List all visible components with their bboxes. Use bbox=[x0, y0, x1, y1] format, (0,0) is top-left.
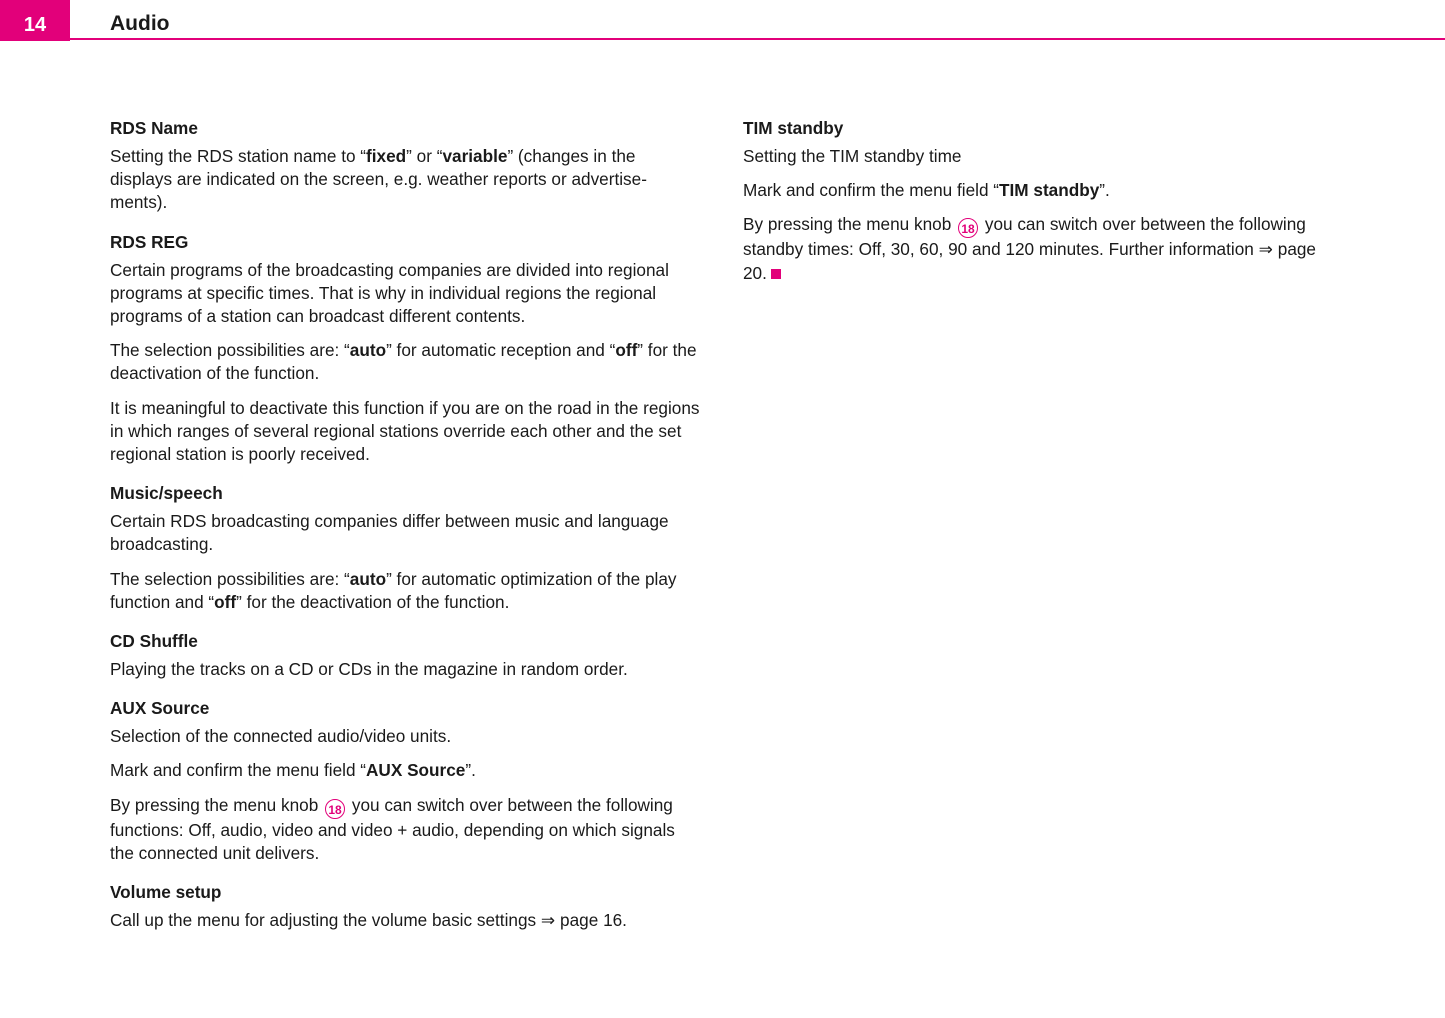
paragraph: It is meaningful to deactivate this function if you are on the road in the regions in which ranges of several regional stations override each other and the set regional station is poorly received. bbox=[110, 397, 700, 465]
heading-music-speech: Music/speech bbox=[110, 483, 223, 504]
end-of-section-icon bbox=[771, 269, 781, 279]
heading-cd-shuffle: CD Shuffle bbox=[110, 631, 198, 652]
paragraph: Setting the TIM standby time bbox=[743, 146, 962, 166]
header-rule bbox=[70, 38, 1445, 40]
heading-rds-reg: RDS REG bbox=[110, 231, 189, 252]
paragraph: Certain RDS broadcasting companies differ between music and language broadcasting. bbox=[110, 511, 669, 555]
section-title: Audio bbox=[110, 12, 170, 35]
menu-knob-icon: 18 bbox=[325, 799, 345, 819]
paragraph: The selection possibilities are: “auto” for automatic optimization of the play function and “off” for the deactivation of the function. bbox=[110, 568, 677, 612]
paragraph: Playing the tracks on a CD or CDs in the magazine in random order. bbox=[110, 659, 628, 680]
left-column bbox=[110, 117, 700, 943]
heading-tim-standby: TIM standby bbox=[743, 118, 844, 138]
heading-volume-setup: Volume setup bbox=[110, 882, 222, 903]
paragraph: Call up the menu for adjusting the volume basic settings ⇒ page 16. bbox=[110, 910, 627, 931]
paragraph: Mark and confirm the menu field “AUX Source”. bbox=[110, 760, 476, 781]
page-header bbox=[0, 0, 1445, 41]
paragraph: Selection of the connected audio/video units. bbox=[110, 726, 452, 747]
heading-rds-name: RDS Name bbox=[110, 118, 198, 138]
paragraph: By pressing the menu knob 18 you can switch over between the following functions: Off, audio, video and video + audio, depending on which signals the connected unit delivers. bbox=[110, 794, 675, 863]
paragraph: Setting the RDS station name to “fixed” or “variable” (changes in the displays are indicated on the screen, e.g. weather reports or advertise-ments). bbox=[110, 146, 647, 213]
menu-knob-icon: 18 bbox=[958, 218, 978, 238]
right-column bbox=[743, 117, 1343, 296]
heading-aux-source: AUX Source bbox=[110, 698, 210, 719]
paragraph: By pressing the menu knob 18 you can switch over between the following standby times: Off, 30, 60, 90 and 120 minutes. Further information ⇒ page 20. bbox=[743, 214, 1316, 283]
paragraph: Certain programs of the broadcasting companies are divided into regional programs at specific times. That is why in individual regions the regional programs of a station can broadcast different contents. bbox=[110, 259, 669, 327]
paragraph: The selection possibilities are: “auto” for automatic reception and “off” for the deactivation of the function. bbox=[110, 340, 697, 384]
paragraph: Mark and confirm the menu field “TIM standby”. bbox=[743, 180, 1110, 201]
page-number: 14 bbox=[0, 0, 70, 41]
